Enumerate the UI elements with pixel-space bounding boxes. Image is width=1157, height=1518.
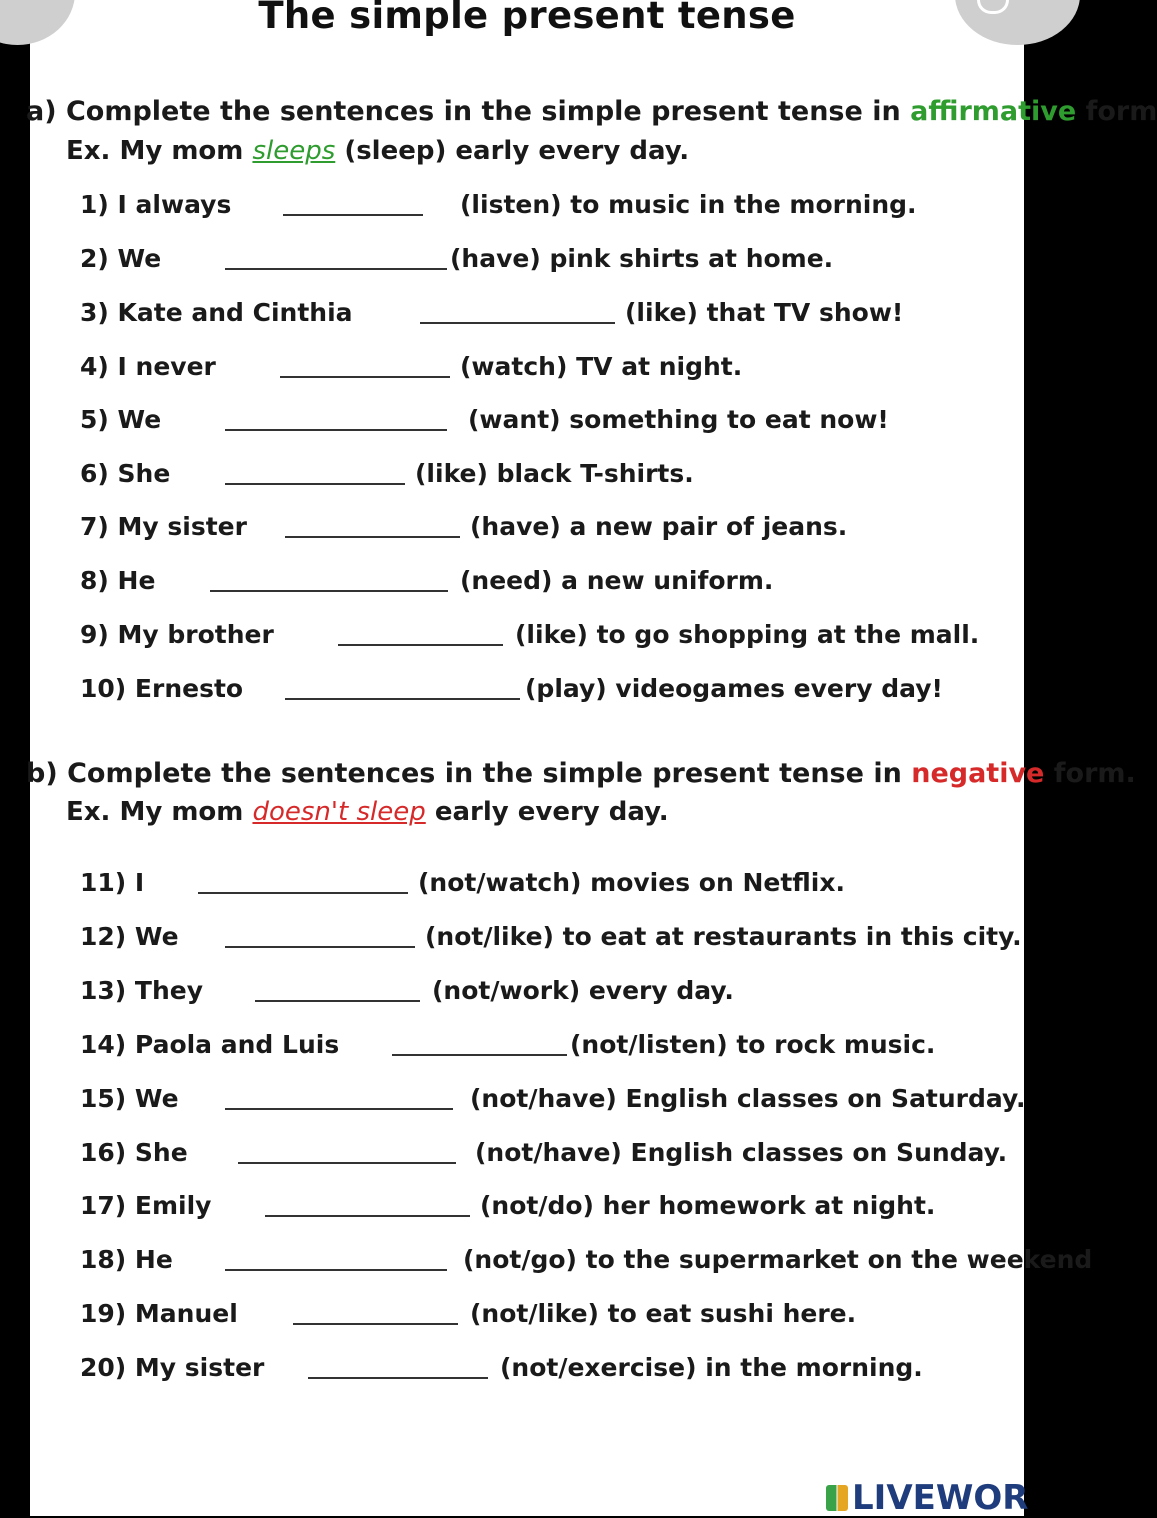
answer-blank[interactable]	[420, 322, 615, 324]
exercise-subject: 2) We	[80, 244, 162, 273]
answer-blank[interactable]	[280, 376, 450, 378]
exercise-subject: 15) We	[80, 1084, 179, 1113]
example-a-answer: sleeps	[252, 136, 336, 166]
answer-blank[interactable]	[308, 1377, 488, 1379]
negative-keyword: negative	[911, 758, 1045, 789]
livewor-logo	[826, 1478, 1028, 1518]
answer-blank[interactable]	[225, 946, 415, 948]
logo-text: LIVEWOR	[852, 1478, 1029, 1518]
verb-hint: (not/watch) movies on Netflix.	[418, 868, 846, 897]
exercise-subject: 9) My brother	[80, 620, 274, 649]
exercise-subject: 16) She	[80, 1138, 188, 1167]
verb-hint: (not/have) English classes on Saturday.	[470, 1084, 1026, 1113]
section-b-label: b)	[26, 758, 58, 789]
answer-blank[interactable]	[198, 892, 408, 894]
verb-hint: (not/do) her homework at night.	[480, 1191, 936, 1220]
answer-blank[interactable]	[255, 1000, 420, 1002]
answer-blank[interactable]	[225, 483, 405, 485]
answer-blank[interactable]	[283, 214, 423, 216]
exercise-subject: 10) Ernesto	[80, 674, 244, 703]
answer-blank[interactable]	[225, 1269, 447, 1271]
example-b-answer: doesn't sleep	[252, 797, 426, 827]
verb-hint: (like) black T-shirts.	[415, 459, 694, 488]
verb-hint: (not/like) to eat sushi here.	[470, 1299, 857, 1328]
exercise-subject: 18) He	[80, 1245, 173, 1274]
affirmative-keyword: affirmative	[910, 96, 1077, 127]
section-b-instruction-text: Complete the sentences in the simple present tense in	[67, 758, 902, 789]
verb-hint: (have) pink shirts at home.	[450, 244, 834, 273]
section-a-instruction	[26, 96, 1157, 127]
verb-hint: (like) that TV show!	[625, 298, 904, 327]
exercise-subject: 14) Paola and Luis	[80, 1030, 340, 1059]
example-b-start: Ex. My mom	[66, 797, 244, 827]
verb-hint: (have) a new pair of jeans.	[470, 512, 848, 541]
answer-blank[interactable]	[265, 1215, 470, 1217]
section-a-example	[66, 136, 689, 166]
answer-blank[interactable]	[338, 644, 503, 646]
verb-hint: (not/exercise) in the morning.	[500, 1353, 923, 1382]
example-a-end: (sleep) early every day.	[344, 136, 690, 166]
exercise-subject: 6) She	[80, 459, 171, 488]
exercise-subject: 8) He	[80, 566, 156, 595]
exercise-subject: 17) Emily	[80, 1191, 212, 1220]
section-b-instruction	[26, 758, 1136, 789]
section-b-instruction-end: form.	[1053, 758, 1136, 789]
example-a-start: Ex. My mom	[66, 136, 244, 166]
answer-blank[interactable]	[293, 1323, 458, 1325]
verb-hint: (not/like) to eat at restaurants in this city.	[425, 922, 1022, 951]
exercise-subject: 13) They	[80, 976, 204, 1005]
exercise-subject: 11) I	[80, 868, 145, 897]
exercise-subject: 1) I always	[80, 190, 232, 219]
verb-hint: (watch) TV at night.	[460, 352, 743, 381]
page-title: The simple present tense	[258, 0, 796, 37]
section-b-example	[66, 797, 669, 827]
answer-blank[interactable]	[285, 698, 520, 700]
verb-hint: (want) something to eat now!	[468, 405, 889, 434]
answer-blank[interactable]	[225, 429, 447, 431]
verb-hint: (not/have) English classes on Sunday.	[475, 1138, 1008, 1167]
exercise-subject: 4) I never	[80, 352, 216, 381]
answer-blank[interactable]	[225, 268, 447, 270]
exercise-subject: 3) Kate and Cinthia	[80, 298, 353, 327]
section-a-instruction-end: form	[1085, 96, 1157, 127]
verb-hint: (play) videogames every day!	[525, 674, 943, 703]
verb-hint: (not/listen) to rock music.	[570, 1030, 936, 1059]
section-a-instruction-text: Complete the sentences in the simple present tense in	[65, 96, 901, 127]
logo-mark-icon	[826, 1485, 848, 1511]
exercise-subject: 5) We	[80, 405, 162, 434]
answer-blank[interactable]	[392, 1054, 567, 1056]
answer-blank[interactable]	[225, 1108, 453, 1110]
example-b-end: early every day.	[434, 797, 669, 827]
worksheet	[26, 0, 1157, 1518]
verb-hint: (not/work) every day.	[432, 976, 734, 1005]
exercise-subject: 19) Manuel	[80, 1299, 238, 1328]
exercise-subject: 12) We	[80, 922, 179, 951]
verb-hint: (listen) to music in the morning.	[460, 190, 917, 219]
section-a-label: a)	[26, 96, 57, 127]
verb-hint: (not/go) to the supermarket on the weekend	[463, 1245, 1093, 1274]
answer-blank[interactable]	[285, 536, 460, 538]
verb-hint: (like) to go shopping at the mall.	[515, 620, 980, 649]
verb-hint: (need) a new uniform.	[460, 566, 774, 595]
answer-blank[interactable]	[238, 1162, 456, 1164]
answer-blank[interactable]	[210, 590, 448, 592]
exercise-subject: 20) My sister	[80, 1353, 265, 1382]
exercise-subject: 7) My sister	[80, 512, 247, 541]
